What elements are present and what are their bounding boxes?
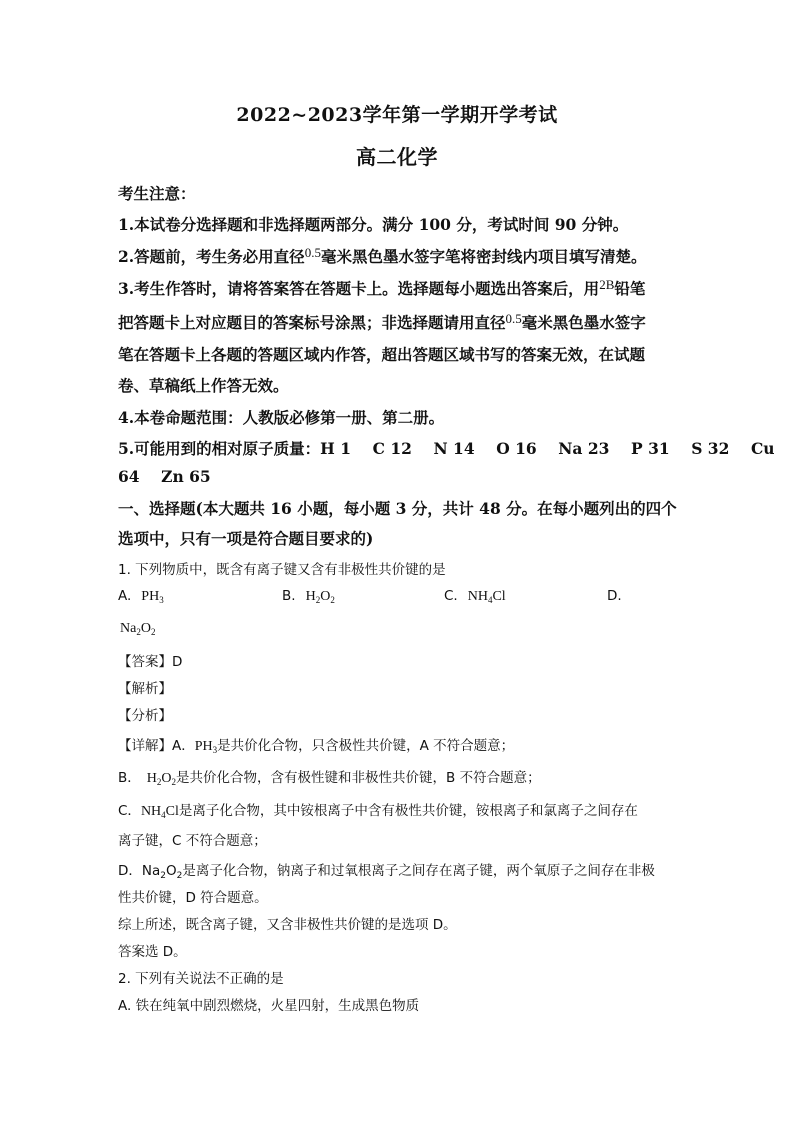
- q1-fenxi: 【分析】: [118, 708, 172, 724]
- q1-jiexi: 【解析】: [118, 681, 172, 697]
- q1-detail-a: 【详解】A．$PH_3$是共价化合物，只含极性共价键，A 不符合题意；: [118, 738, 515, 755]
- section-header-2: 选项中，只有一项是符合题目要求的): [118, 529, 374, 548]
- q2-option-a: A. 铁在纯氧中剧烈燃烧，火星四射，生成黑色物质: [118, 998, 420, 1014]
- q1-option-d-formula: $Na_2O_2$: [120, 621, 156, 637]
- notice-line-8: 5.可能用到的相对原子质量：H 1 C 12 N 14 O 16 Na 23 P 31 S 32 Cu: [118, 439, 775, 458]
- notice-line-4: 把答题卡上对应题目的答案标号涂黑；非选择题请用直径$^{0.5}$毫米黑色墨水签字: [118, 311, 646, 332]
- section-header-1: 一、选择题(本大题共 16 小题，每小题 3 分，共计 48 分。在每小题列出的四个: [118, 499, 677, 518]
- question-1-stem: 1. 下列物质中，既含有离子键又含有非极性共价键的是: [118, 562, 446, 578]
- notice-line-5: 笔在答题卡上各题的答题区域内作答，超出答题区域书写的答案无效，在试题: [118, 345, 646, 364]
- q1-answer: 【答案】D: [118, 654, 183, 670]
- q1-option-b: B. $H_2O_2$: [282, 588, 335, 605]
- notice-line-3: 3.考生作答时，请将答案答在答题卡上。选择题每小题选出答案后，用$^{2B}$铅笔: [118, 277, 646, 298]
- question-2-stem: 2. 下列有关说法不正确的是: [118, 971, 284, 987]
- q1-detail-d-2: 性共价键，D 符合题意。: [118, 890, 268, 906]
- notice-line-2: 2.答题前，考生务必用直径$^{0.5}$毫米黑色墨水签字笔将密封线内项目填写清楚。: [118, 245, 647, 266]
- notice-line-7: 4.本卷命题范围：人教版必修第一册、第二册。: [118, 408, 445, 427]
- q1-detail-c: C．$NH_4Cl$是离子化合物，其中铵根离子中含有极性共价键，铵根离子和氯离子之间存在: [118, 803, 638, 820]
- q1-final: 答案选 D。: [118, 944, 187, 960]
- exam-title: 2022~2023学年第一学期开学考试: [236, 104, 558, 126]
- q1-option-a: A. $PH_3$: [118, 588, 164, 605]
- notice-line-6: 卷、草稿纸上作答无效。: [118, 376, 289, 395]
- q1-option-d: D.: [607, 588, 622, 604]
- notice-line-1: 1.本试卷分选择题和非选择题两部分。满分 100 分，考试时间 90 分钟。: [118, 215, 629, 234]
- q1-option-c: C. $NH_4Cl$: [444, 588, 506, 605]
- notice-line-9: 64 Zn 65: [118, 467, 211, 486]
- q1-detail-b: B． $H_2O_2$是共价化合物，含有极性键和非极性共价键，B 不符合题意；: [118, 770, 541, 787]
- q1-detail-c-2: 离子键，C 不符合题意；: [118, 833, 267, 849]
- notice-heading: 考生注意：: [118, 184, 196, 203]
- exam-subject: 高二化学: [356, 145, 438, 169]
- q1-detail-d: D．$Na_2O_2$是离子化合物，钠离子和过氧根离子之间存在离子键，两个氧原子之间存在非极: [118, 863, 655, 881]
- q1-summary: 综上所述，既含离子键，又含非极性共价键的是选项 D。: [118, 917, 457, 933]
